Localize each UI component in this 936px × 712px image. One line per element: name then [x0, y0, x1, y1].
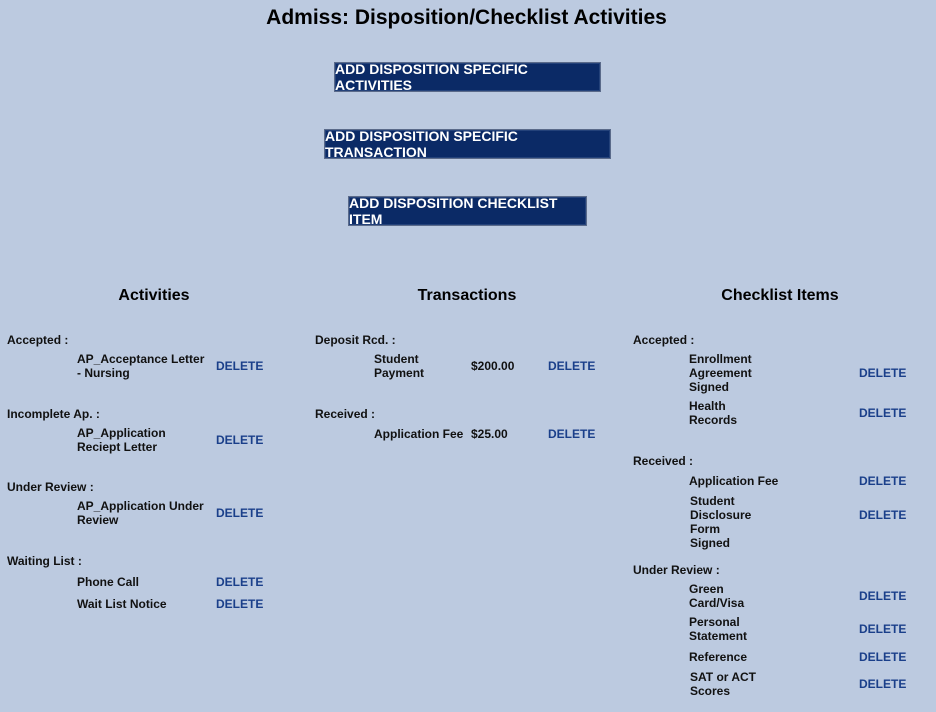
delete-link[interactable]: DELETE [216, 433, 264, 447]
checklist-item: Reference [689, 650, 748, 664]
checklist-item: Green Card/Visa [689, 582, 745, 610]
activity-group-label: Incomplete Ap. : [7, 407, 100, 421]
transaction-group-label: Deposit Rcd. : [315, 333, 396, 347]
delete-link[interactable]: DELETE [859, 474, 907, 488]
activity-group-label: Under Review : [7, 480, 94, 494]
transactions-heading: Transactions [417, 287, 517, 304]
add-disposition-transaction-button[interactable]: ADD DISPOSITION SPECIFIC TRANSACTION [324, 129, 611, 159]
activities-heading: Activities [118, 287, 190, 304]
delete-link[interactable]: DELETE [216, 597, 264, 611]
checklist-item: Application Fee [689, 474, 779, 488]
add-disposition-checklist-button[interactable]: ADD DISPOSITION CHECKLIST ITEM [348, 196, 587, 226]
checklist-item: SAT or ACT Scores [690, 670, 756, 698]
transaction-item: Student Payment [374, 352, 425, 380]
delete-link[interactable]: DELETE [859, 650, 907, 664]
activity-group-label: Waiting List : [7, 554, 82, 568]
delete-link[interactable]: DELETE [548, 427, 596, 441]
delete-link[interactable]: DELETE [216, 506, 264, 520]
transaction-item: Application Fee [374, 427, 464, 441]
activity-group-label: Accepted : [7, 333, 69, 347]
page-title: Admiss: Disposition/Checklist Activities [266, 6, 667, 29]
checklist-group-label: Received : [633, 454, 694, 468]
checklist-group-label: Under Review : [633, 563, 720, 577]
delete-link[interactable]: DELETE [859, 406, 907, 420]
activity-item: Phone Call [77, 575, 140, 589]
checklist-item: Personal Statement [689, 615, 748, 643]
transaction-amount: $200.00 [471, 359, 515, 373]
checklist-group-label: Accepted : [633, 333, 695, 347]
activity-item: AP_Application Under Review [77, 499, 204, 527]
transaction-amount: $25.00 [471, 427, 508, 441]
add-disposition-activities-button[interactable]: ADD DISPOSITION SPECIFIC ACTIVITIES [334, 62, 601, 92]
delete-link[interactable]: DELETE [859, 589, 907, 603]
delete-link[interactable]: DELETE [859, 508, 907, 522]
activity-item: AP_Acceptance Letter - Nursing [77, 352, 205, 380]
delete-link[interactable]: DELETE [859, 677, 907, 691]
transaction-group-label: Received : [315, 407, 376, 421]
delete-link[interactable]: DELETE [859, 622, 907, 636]
delete-link[interactable]: DELETE [548, 359, 596, 373]
delete-link[interactable]: DELETE [216, 359, 264, 373]
activity-item: Wait List Notice [77, 597, 167, 611]
activity-item: AP_Application Reciept Letter [77, 426, 166, 454]
checklist-heading: Checklist Items [721, 287, 839, 304]
delete-link[interactable]: DELETE [216, 575, 264, 589]
checklist-item: Enrollment Agreement Signed [689, 352, 752, 394]
checklist-item: Student Disclosure Form Signed [690, 494, 752, 550]
checklist-item: Health Records [689, 399, 738, 427]
delete-link[interactable]: DELETE [859, 366, 907, 380]
